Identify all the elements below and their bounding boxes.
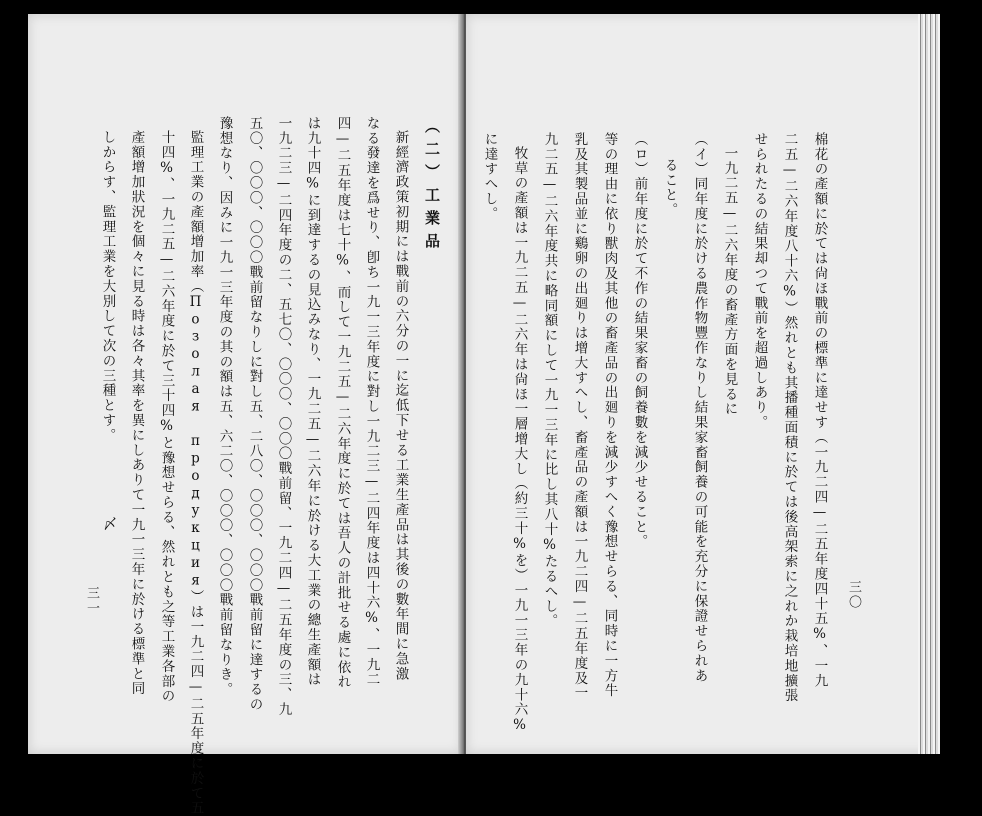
right-line-1: 棉花の產額に於ては尙ほ戰前の標準に達せす（一九二四—二五年度四十五%、一九 <box>811 132 828 689</box>
left-line-7: 豫想なり、因みに一九一三年度の其の額は五、六二〇、〇〇〇、〇〇〇戰前留なりき。 <box>216 116 233 698</box>
left-line-10: 產額增加狀況を個々に見る時は各々其率を異にしありて一九一三年に於ける標準と同 <box>128 130 145 697</box>
left-line-8: 監理工業の產額增加率（Позолая продукция）は一九二四—二五年度に於て五 <box>187 130 204 816</box>
right-line-5: （イ）同年度に於ける農作物豐作なりし結果家畜飼養の可能を充分に保證せられあ <box>691 132 708 684</box>
left-line-2: なる發達を爲せり、卽ち一九一三年度に對し一九二三—二四年度は四十六%、一九二 <box>363 116 380 688</box>
left-line-4: は九十四%に到達するの見込みなり、一九二五—二六年に於ける大工業の總生產額は <box>304 116 321 688</box>
right-line-8: 等の理由に依り獸肉及其他の畜產品の出廻りを減少すへく豫想せらる、同時に一方牛 <box>601 132 618 699</box>
right-line-6: ること。 <box>661 158 678 218</box>
right-page-number: 三〇 <box>846 580 861 610</box>
margin-mark: 〆 <box>103 517 117 533</box>
right-line-10: 九二五—二六年度共に略同額にして一九一三年に比し其八十%たるへし。 <box>541 132 558 629</box>
right-page <box>466 14 932 754</box>
section-heading: （二）工業品 <box>423 118 441 256</box>
left-line-3: 四—二五年度は七十%、而して一九二五—二六年度に於ては吾人の計批せる處に依れ <box>334 116 351 690</box>
right-line-7: （ロ）前年度に於て不作の結果家畜の飼養數を減少せること。 <box>631 132 648 550</box>
left-line-1: 新經濟政策初期には戰前の六分の一に迄低下せる工業生產品は其後の數年間に急激 <box>392 130 409 682</box>
right-line-4: 一九二五—二六年度の畜產方面を見るに <box>721 146 738 417</box>
left-line-5: 一九二三—二四年度の二、五七〇、〇〇〇、〇〇〇戰前留、一九二四—二五年度の三、九 <box>275 116 292 717</box>
right-line-11: 牧草の產額は一九二五—二六年は尙ほ一層增大し（約三十%を）一九一三年の九十六% <box>511 146 528 735</box>
right-line-12: に達すへし。 <box>481 132 498 222</box>
right-line-2: 二五—二六年度八十六%）然れとも其播種面積に於ては後高架索に之れか栽培地擴張 <box>781 132 798 704</box>
right-line-3: せられたるの結果却つて戰前を超過しあり。 <box>751 132 768 430</box>
left-page <box>28 14 462 816</box>
left-line-11: しからす、監理工業を大別して次の三種とす。 <box>99 130 116 443</box>
right-line-9: 乳及其製品並に鷄卵の出廻りは增大すへし、畜產品の產額は一九二四—二五年度及一 <box>571 132 588 701</box>
page-edges <box>918 14 940 754</box>
left-line-6: 五〇、〇〇〇、〇〇〇戰前留なりしに對し五、二八〇、〇〇〇、〇〇〇戰前留に達するの <box>246 116 263 712</box>
left-line-9: 十四%、一九二五—二六年度に於て三十四%と豫想せらる、然れとも之等工業各部の <box>158 130 175 704</box>
left-page-number: 三一 <box>84 586 99 616</box>
